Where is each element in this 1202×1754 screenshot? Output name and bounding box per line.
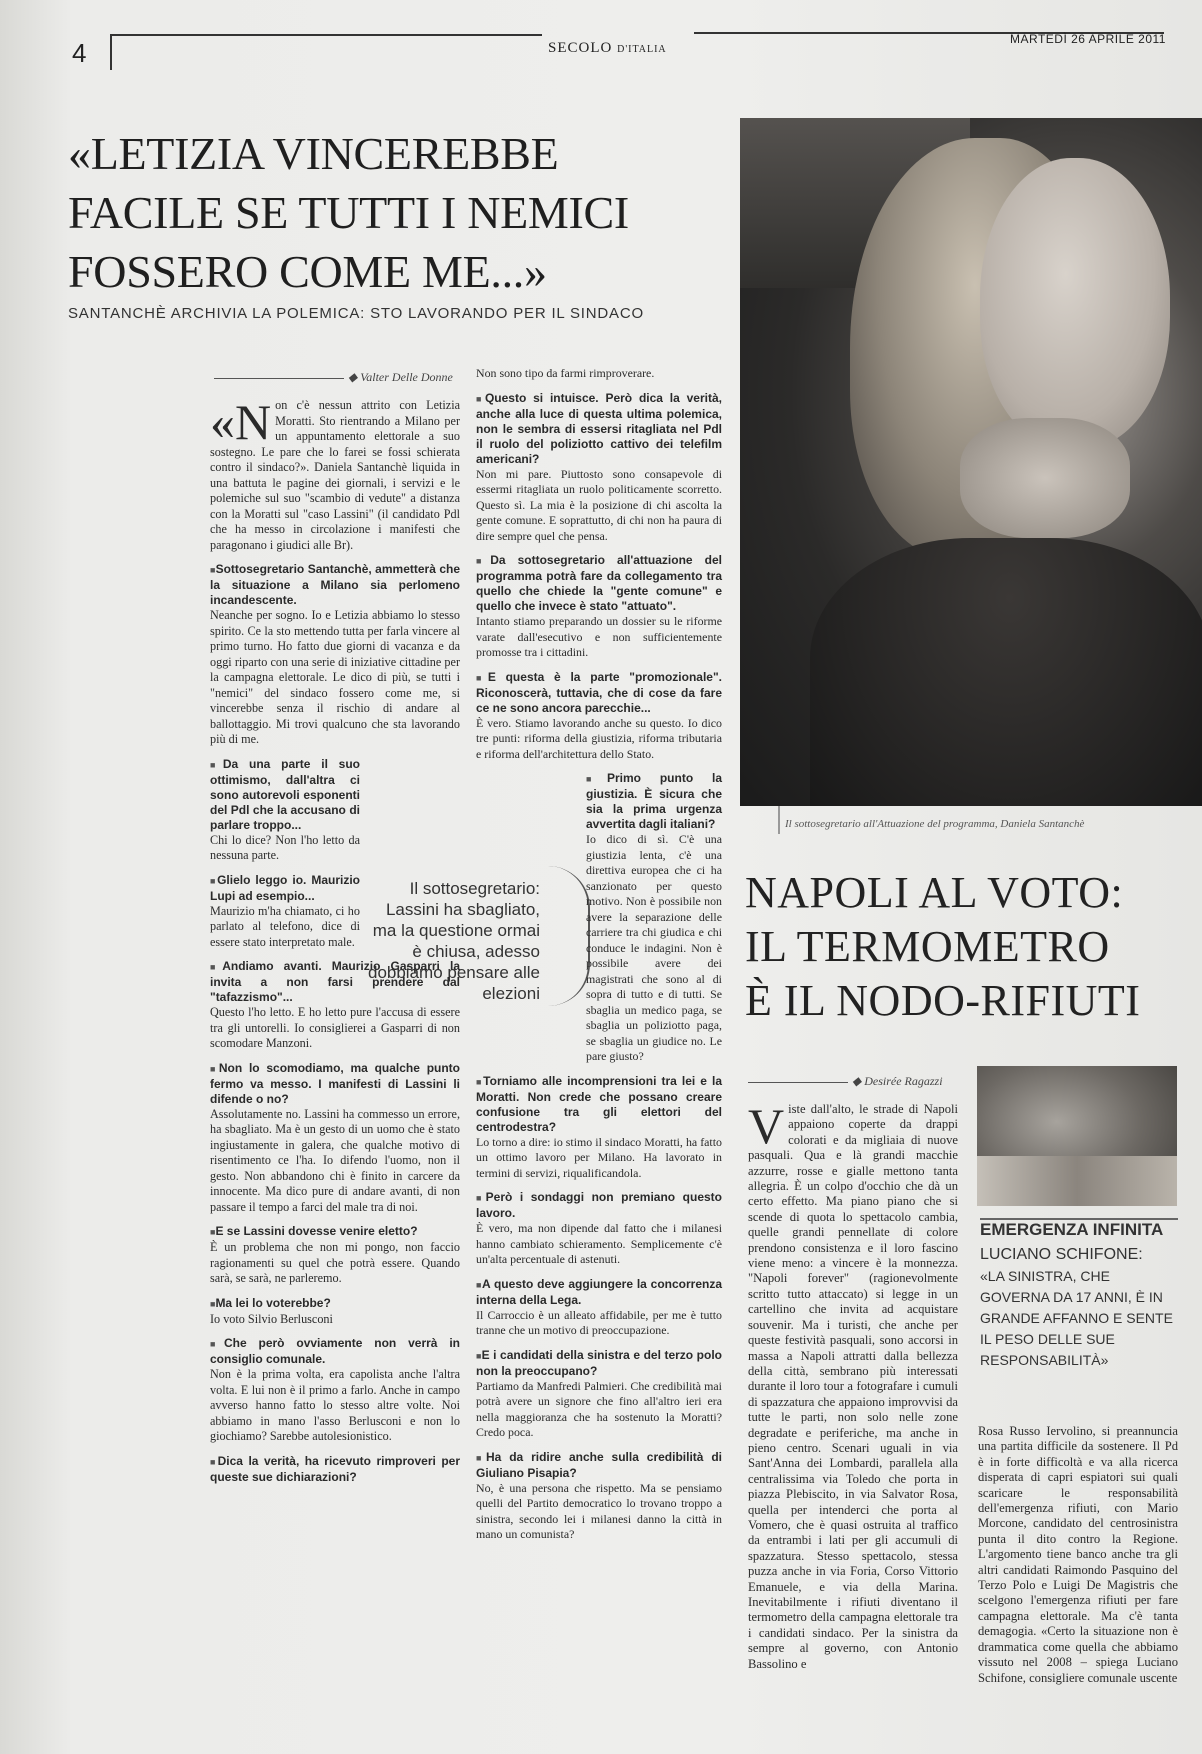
- box-name: LUCIANO SCHIFONE:: [980, 1246, 1143, 1263]
- question: ■ Che però ovviamente non verrà in consiglio comunale.: [210, 1336, 460, 1367]
- photo-coat: [810, 538, 1202, 806]
- photo-hand: [960, 418, 1130, 538]
- box-quote: «LA SINISTRA, CHE GOVERNA DA 17 ANNI, È IN GRANDE AFFANNO E SENTE IL PESO DELLE SUE RESPONSABILITÀ»: [980, 1268, 1173, 1368]
- article2-column-2: Rosa Russo Iervolino, si preannuncia una partita difficile da sostenere. Il Pd è in forte difficoltà e va alla ricerca disperata di capri espiatori sui quali scaricare le responsabilità dell'emergenza rifiuti, con Mario Morcone, candidato del centrosinistra punta il dito contro la Regione. L'argomento tiene banco anche tra gli altri candidati Raimondo Pasquino del Terzo Polo e Luigi De Magistris che scelgono l'emergenza rifiuti per fare campagna elettorale. Ma c'è tanta demagogia. «Certo la situazione non è drammatica come quella che abbiamo vissuto nel 2008 – spiega Luciano Schifone, consigliere comunale uscente: [978, 1424, 1178, 1685]
- answer: Assolutamente no. Lassini ha commesso un errore, ha sbagliato. Ma è un gesto di un uomo che è stato ingiustamente in galera, che qualche motivo di risentimento ce l'ha. Io difendo l'uomo, non il gesto. Non abbandono chi è finito in carcere da innocente. Ma dico pure di andare avanti, di non passare il tempo a farci del male tra di noi.: [210, 1106, 460, 1214]
- headline-line: IL TERMOMETRO: [745, 922, 1110, 971]
- article2-headline: [745, 866, 1185, 1028]
- header-rule-left: [110, 34, 542, 36]
- portrait-photo: [740, 118, 1202, 806]
- newspaper-name-suffix: D'ITALIA: [617, 44, 667, 55]
- issue-date: MARTEDÌ 26 APRILE 2011: [1010, 32, 1166, 46]
- headline-line: FACILE SE TUTTI I NEMICI: [68, 187, 629, 238]
- answer: Chi lo dice? Non l'ho letto da nessuna parte.: [210, 832, 360, 862]
- headline-line: FOSSERO COME ME...»: [68, 246, 547, 297]
- dropcap: «N: [210, 394, 272, 450]
- newspaper-name-main: SECOLO: [548, 40, 613, 56]
- page-number: 4: [72, 38, 87, 68]
- newspaper-name: [548, 40, 667, 57]
- caption-bar: [778, 806, 780, 834]
- question: ■ A questo deve aggiungere la concorrenza interna della Lega.: [476, 1277, 722, 1308]
- question: ■ E i candidati della sinistra e del terzo polo non la preoccupano?: [476, 1348, 722, 1379]
- question: ■ Da una parte il suo ottimismo, dall'altra ci sono autorevoli esponenti del Pdl che la accusano di parlare troppo...: [210, 757, 360, 833]
- sidebar-box: [980, 1220, 1178, 1371]
- answer: Non è la prima volta, era capolista anche l'altra volta. E lui non è il primo a farlo. Anche in campo avverso hanno fatto lo stesso altre volte. Noi abbiamo in mano l'asso Berlusconi e non lo giochiamo? Sarebbe autolesionistico.: [210, 1367, 460, 1443]
- answer: Neanche per sogno. Io e Letizia abbiamo lo stesso spirito. Ce la sto mettendo tutta per farla vincere al primo turno. Ho fatto due giorni di vacanza e da oggi riparto con una serie di iniziative cittadine per la campagna elettorale. Le dico di più, se tutti i "nemici" del sindaco fossero come me, si vincerebbe senza il rischio di andare al ballottaggio. Mi trovi qualcuno che sta lavorando più di me.: [210, 608, 460, 746]
- question: ■ Sottosegretario Santanchè, ammetterà che la situazione a Milano sia perlomeno incandescente.: [210, 562, 460, 608]
- box-kicker: EMERGENZA INFINITA: [980, 1220, 1164, 1239]
- headline-line: È IL NODO-RIFIUTI: [745, 976, 1141, 1025]
- article-headline: [68, 124, 728, 301]
- photo-face: [980, 158, 1170, 448]
- byline-rule: [214, 378, 344, 379]
- question: ■ Andiamo avanti. Maurizio Gasparri la invita a non farsi prendere dal "tafazzismo"...: [210, 959, 460, 1005]
- answer: Io voto Silvio Berlusconi: [210, 1311, 333, 1326]
- question: ■ Glielo leggo io. Maurizio Lupi ad esempio...: [210, 873, 360, 904]
- byline: ◆ Valter Delle Donne: [348, 370, 453, 384]
- photo-caption: Il sottosegretario all'Attuazione del programma, Daniela Santanchè: [785, 818, 1085, 830]
- answer: Partiamo da Manfredi Palmieri. Che credibilità mai potrà avere un signore che fino all'altro ieri era nella maggioranza che ha sostenuto la Moratti? Credo poca.: [476, 1378, 722, 1439]
- answer: Non mi pare. Piuttosto sono consapevole di essermi ritagliata un ruolo politicamente scorretto. Questo sì. La mia è la posizione di chi ascolta la gente comune. E soprattutto, di chi non ha paura di dire sempre quel che pensa.: [476, 466, 722, 543]
- paragraph: «Non c'è nessun attrito con Letizia Moratti. Sto rientrando a Milano per un appuntamento elettorale a suo sostegno. Le pare che lo farei se fossi schierata contro il sindaco?». Daniela Santanchè liquida in una battuta le pagine dei giornali, i servizi e le polemiche sul suo "scambio di vedute" a distanza con la Moratti sul "caso Lassini" (il candidato Pdl che ha messo in circolazione i manifesti che paragonano i giudici alle Br).: [210, 394, 460, 552]
- answer: È vero, ma non dipende dal fatto che i milanesi hanno cambiato schieramento. Semplicemente c'è un'alta percentuale di astenuti.: [476, 1221, 722, 1266]
- answer: È vero. Stiamo lavorando anche su questo. Io dico tre punti: riforma della giustizia, riforma tributaria e riforma dell'architettura dello Stato.: [476, 715, 722, 761]
- question: ■ E questa è la parte "promozionale". Riconoscerà, tuttavia, che di cose da fare ce ne sono ancora parecchie...: [476, 670, 722, 716]
- question: ■ Ha da ridire anche sulla credibilità di Giuliano Pisapia?: [476, 1450, 722, 1481]
- answer: No, è una persona che rispetto. Ma se pensiamo quelli del Partito democratico lo trovano troppo a sinistra, secondo lei i milanesi danno la città in mano un comunista?: [476, 1480, 722, 1541]
- answer: È un problema che non mi pongo, non faccio ragionamenti su quel che potrà essere. Quando sarà, se sarà, ne parleremo.: [210, 1240, 460, 1285]
- question: ■ Torniamo alle incomprensioni tra lei e la Moratti. Non crede che possano creare confusione tra gli elettori del centrodestra?: [476, 1074, 722, 1135]
- article-subtitle: SANTANCHÈ ARCHIVIA LA POLEMICA: STO LAVORANDO PER IL SINDACO: [68, 305, 644, 322]
- question: ■ Questo si intuisce. Però dica la verità, anche alla luce di questa ultima polemica, non le sembra di essersi ritagliata nel Pdl il ruolo del poliziotto cattivo dei telefilm americani?: [476, 391, 722, 467]
- garbage-street-photo: [977, 1066, 1177, 1206]
- question: ■ E se Lassini dovesse venire eletto?: [210, 1224, 460, 1240]
- answer: Lo torno a dire: io stimo il sindaco Moratti, ha fatto un ottimo lavoro per Milano. Ha lavorato in termini di servizi, riqualificandola.: [476, 1134, 722, 1180]
- answer: Io dico di sì. C'è una giustizia lenta, c'è una direttiva europea che ci ha sanzionato per questo motivo. Non è possibile non avere la separazione delle carriere tra chi giudica e chi conduce le indagini. Non è possibile avere dei magistrati che sono al di sopra di tutto e di tutti. Se sbaglia un medico paga, se sbaglia un poliziotto paga, se sbaglia un giudice no. Le pare giusto?: [586, 832, 722, 1063]
- answer: Questo l'ho letto. E ho letto pure l'accusa di essere tra gli untorelli. Io consiglierei a Gasparri di non scomodare Manzoni.: [210, 1005, 460, 1050]
- pull-quote: Il sottosegretario: Lassini ha sbagliato, ma la questione ormai è chiusa, adesso dobbiamo pensare alle elezioni: [367, 879, 540, 1003]
- photo-street: [977, 1156, 1177, 1206]
- question: ■ Primo punto la giustizia. È sicura che sia la prima urgenza avvertita dagli italiani?: [586, 771, 722, 832]
- article2-byline: ◆ Desirée Ragazzi: [852, 1074, 943, 1088]
- question: ■ Dica la verità, ha ricevuto rimproveri per queste sue dichiarazioni?: [210, 1454, 460, 1485]
- question: ■ Da sottosegretario all'attuazione del programma potrà fare da collegamento tra quello che chiede la "gente comune" e quello che invece è stato "attuato".: [476, 553, 722, 614]
- article2-column-1: Viste dall'alto, le strade di Napoli appaiono coperte da drappi colorati e da migliaia di nuove pasquali. Qua e là grandi macchie azzurre, rosse e gialle mettono tanta allegria. È un colpo d'occhio che dà un certo effetto. Ma piano piano che si scende di quota lo spettacolo cambia, quelle grandi pennellate di colore prendono consistenza e il loro fascino viene meno: a vincere è la monnezza. "Napoli forever" (ragionevolmente scritto tutto attaccato) si legge in un cartellino che invita ad acquistare souvenir. Ma i turisti, che anche per queste festività pasquali, sono accorsi in massa a Napoli attratti dalla bellezza della città, sembrano più interessati durante il loro tour a fotografare i cumuli di spazzatura che appaiono improvvisi da tutte le parti, non solo nelle zone degradate e periferiche, ma anche in pieno centro. Scenari uguali in via Sant'Anna dei Lombardi, parallela alla centralissima via Toledo che porta in piazza Plebiscito, in via Salvator Rosa, quella per intenderci che porta al Vomero, che è quasi ostruita al traffico da entrambi i lati per gli accumuli di spazzatura. Stesso spettacolo, stessa puzza anche in via Foria, Corso Vittorio Emanuele, e via della Marina. Inevitabilmente i rifiuti diventano il termometro della campagna elettorale tra i candidati sindaco. Per la sinistra da sempre al governo, con Antonio Bassolino e: [748, 1098, 958, 1671]
- question: ■ Però i sondaggi non premiano questo lavoro.: [476, 1190, 722, 1221]
- answer: Il Carroccio è un alleato affidabile, per me è tutto tranne che un motivo di preoccupazione.: [476, 1307, 722, 1337]
- article-column-2: [476, 366, 722, 1552]
- dropcap: V: [748, 1098, 785, 1154]
- answer: Maurizio m'ha chiamato, ci ho parlato al telefono, dice di essere stato interpretato male.: [210, 903, 360, 949]
- question: ■ Non lo scomodiamo, ma qualche punto fermo va messo. I manifesti di Lassini li difende o no?: [210, 1061, 460, 1107]
- headline-line: «LETIZIA VINCEREBBE: [68, 128, 559, 179]
- headline-line: NAPOLI AL VOTO:: [745, 868, 1124, 917]
- question: ■ Ma lei lo voterebbe?: [210, 1296, 460, 1312]
- answer: Intanto stiamo preparando un dossier su le riforme varate dall'esecutivo e non sufficientemente promosse tra i cittadini.: [476, 614, 722, 659]
- byline-rule: [748, 1082, 848, 1083]
- answer: Non sono tipo da farmi rimproverare.: [476, 366, 655, 380]
